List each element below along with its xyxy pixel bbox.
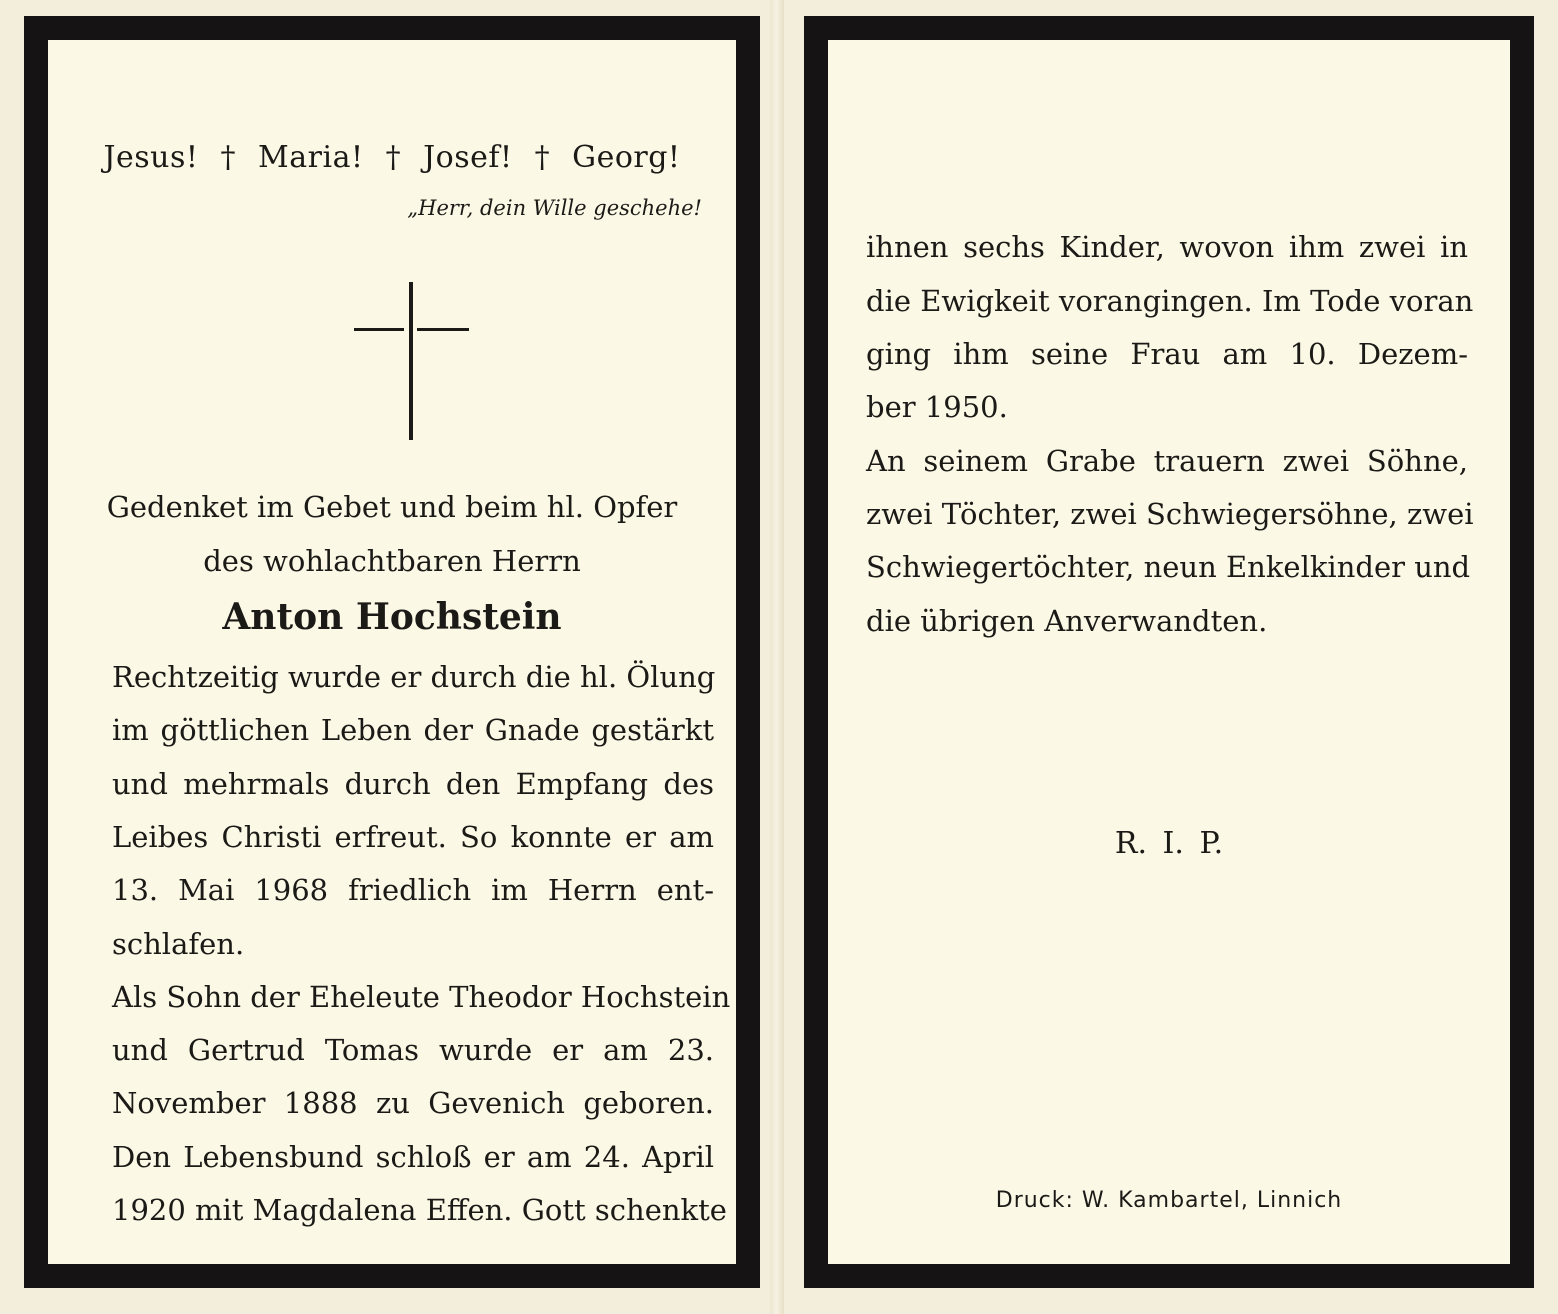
right-page <box>804 16 1534 1288</box>
cross-left-arm <box>354 328 404 331</box>
dagger-icon: † <box>534 140 551 175</box>
dagger-icon: † <box>220 140 236 175</box>
body-line: ihnen sechs Kinder, wovon ihm zwei in <box>866 230 1468 264</box>
header-name-jesus: Jesus! <box>103 140 199 175</box>
body-line: November 1888 zu Gevenich geboren. <box>112 1086 714 1120</box>
body-line: 13. Mai 1968 friedlich im Herrn ent- <box>112 873 714 907</box>
body-line: Leibes Christi erfreut. So konnte er am <box>112 820 714 854</box>
intro-line: Gedenket im Gebet und beim hl. Opfer <box>106 490 678 524</box>
card-fold <box>770 0 784 1314</box>
body-line: im göttlichen Leben der Gnade gestärkt <box>112 713 714 747</box>
cross-vertical-bar <box>409 282 413 440</box>
body-line: Als Sohn der Eheleute Theodor Hochstein <box>112 980 731 1014</box>
printer-credit: Druck: W. Kambartel, Linnich <box>995 1188 1343 1213</box>
header-name-josef: Josef! <box>423 140 513 175</box>
body-line: schlafen. <box>112 927 245 961</box>
header-name-georg: Georg! <box>572 140 681 175</box>
body-line: Schwiegertöchter, neun Enkelkinder und <box>866 550 1471 584</box>
body-line: und mehrmals durch den Empfang des <box>112 767 714 801</box>
deceased-name: Anton Hochstein <box>222 596 562 638</box>
body-line: ging ihm seine Frau am 10. Dezem- <box>866 337 1468 371</box>
intro-line: des wohlachtbaren Herrn <box>203 544 581 578</box>
body-line: Rechtzeitig wurde er durch die hl. Ölung <box>112 660 716 694</box>
header-name-maria: Maria! <box>258 140 364 175</box>
body-line: die Ewigkeit vorangingen. Im Tode voran <box>866 284 1474 318</box>
body-line: 1920 mit Magdalena Effen. Gott schenkte <box>112 1193 727 1227</box>
body-line: die übrigen Anverwandten. <box>866 604 1268 638</box>
body-line: ber 1950. <box>866 390 1008 424</box>
left-page <box>24 16 760 1288</box>
body-line: zwei Töchter, zwei Schwiegersöhne, zwei <box>866 497 1474 531</box>
body-line: und Gertrud Tomas wurde er am 23. <box>112 1033 714 1067</box>
header-names <box>48 140 736 175</box>
rip-text: R. I. P. <box>1114 826 1224 861</box>
motto: „Herr, dein Wille geschehe! <box>407 196 702 220</box>
body-line: An seinem Grabe trauern zwei Söhne, <box>866 444 1468 478</box>
cross-right-arm <box>417 328 469 331</box>
body-line: Den Lebensbund schloß er am 24. April <box>112 1140 714 1174</box>
dagger-icon: † <box>385 140 402 175</box>
